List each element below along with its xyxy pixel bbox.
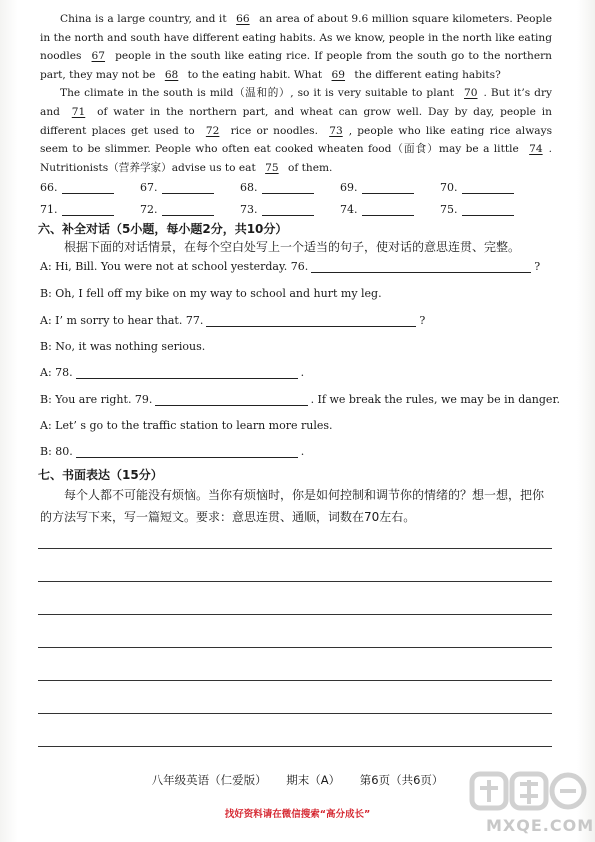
blank-row-1 bbox=[40, 172, 560, 194]
blank-marker-74[interactable]: 74 bbox=[529, 143, 543, 156]
answer-78-line[interactable] bbox=[76, 367, 298, 379]
footer-exam: 期末（A） bbox=[286, 773, 341, 787]
passage-paragraph-1 bbox=[40, 10, 552, 84]
blank-74[interactable]: 74. bbox=[340, 203, 440, 216]
footer-page-number: 第6页（共6页） bbox=[359, 773, 444, 787]
answer-77-line[interactable] bbox=[206, 315, 416, 327]
writing-line-6[interactable] bbox=[38, 713, 552, 714]
answer-line[interactable] bbox=[362, 205, 414, 216]
section-7-title: 七、书面表达（15分） bbox=[38, 468, 163, 482]
writing-line-2[interactable] bbox=[38, 581, 552, 582]
blank-marker-71[interactable]: 71 bbox=[71, 105, 86, 118]
answer-80-line[interactable] bbox=[76, 446, 298, 458]
passage-text: . Nutritionists（营养学家）advise us to eat bbox=[40, 143, 552, 174]
answer-line[interactable] bbox=[262, 205, 314, 216]
blank-marker-73[interactable]: 73 bbox=[329, 124, 343, 137]
blank-67[interactable]: 67. bbox=[140, 181, 240, 194]
watermark-text: MXQE.COM bbox=[486, 816, 595, 835]
writing-line-1[interactable] bbox=[38, 548, 552, 549]
answer-line[interactable] bbox=[162, 183, 214, 194]
dialog-line-76: A: Hi, Bill. You were not at school yesterday. 76. ? bbox=[40, 260, 541, 273]
blank-68[interactable]: 68. bbox=[240, 181, 340, 194]
dialog-line-b1: B: Oh, I fell off my bike on my way to school and hurt my leg. bbox=[40, 287, 382, 300]
blank-marker-68[interactable]: 68 bbox=[164, 68, 179, 81]
passage-text: , people who like eating rice always seem to be slimmer. People who often eat cooked wheaten food（面食）may be a little bbox=[40, 124, 553, 156]
answer-blank-grid bbox=[40, 172, 560, 216]
passage-text: China is a large country, and it bbox=[60, 13, 231, 25]
answer-79-line[interactable] bbox=[155, 394, 307, 406]
passage-text: people in the south like eating rice. If people from the south go to the northern part, they may not be bbox=[40, 50, 552, 81]
writing-line-3[interactable] bbox=[38, 614, 552, 615]
watermark-logo-icon bbox=[468, 768, 588, 816]
passage-text: the different eating habits? bbox=[351, 68, 501, 81]
passage-text: to the eating habit. What bbox=[184, 68, 326, 81]
answer-line[interactable] bbox=[62, 205, 114, 216]
blank-marker-67[interactable]: 67 bbox=[91, 50, 106, 63]
dialog-line-a4: A: Let’ s go to the traffic station to learn more rules. bbox=[40, 419, 333, 432]
cloze-passage bbox=[40, 10, 552, 177]
promo-text: 找好资料请在微信搜索“高分成长” bbox=[224, 809, 371, 820]
dialog-line-78: A: 78. . bbox=[40, 366, 305, 379]
writing-line-7[interactable] bbox=[38, 746, 552, 747]
writing-line-4[interactable] bbox=[38, 647, 552, 648]
answer-76-line[interactable] bbox=[311, 261, 531, 273]
passage-text: of them. bbox=[284, 161, 333, 174]
answer-line[interactable] bbox=[62, 183, 114, 194]
passage-text: of water in the northern part, and wheat can grow well. Day by day, people in different places get used to bbox=[40, 105, 552, 137]
blank-71[interactable]: 71. bbox=[40, 203, 140, 216]
passage-paragraph-2 bbox=[40, 84, 552, 177]
blank-66[interactable]: 66. bbox=[40, 181, 140, 194]
blank-72[interactable]: 72. bbox=[140, 203, 240, 216]
blank-marker-75[interactable]: 75 bbox=[265, 161, 279, 174]
answer-line[interactable] bbox=[262, 183, 314, 194]
dialog-line-b2: B: No, it was nothing serious. bbox=[40, 340, 206, 353]
blank-75[interactable]: 75. bbox=[440, 203, 540, 216]
blank-73[interactable]: 73. bbox=[240, 203, 340, 216]
blank-marker-70[interactable]: 70 bbox=[464, 87, 478, 100]
passage-text: rice or noodles. bbox=[225, 124, 324, 137]
answer-line[interactable] bbox=[362, 183, 414, 194]
answer-line[interactable] bbox=[462, 183, 514, 194]
blank-70[interactable]: 70. bbox=[440, 181, 540, 194]
dialog-line-77: A: I’ m sorry to hear that. 77. ? bbox=[40, 314, 426, 327]
passage-text: . But it’s dry and bbox=[40, 87, 552, 118]
writing-line-5[interactable] bbox=[38, 680, 552, 681]
answer-line[interactable] bbox=[162, 205, 214, 216]
blank-row-2 bbox=[40, 194, 560, 216]
section-7-instruction: 每个人都不可能没有烦恼。当你有烦恼时，你是如何控制和调节你的情绪的？想一想，把你的方法写下来，写一篇短文。要求：意思连贯、通顺，词数在70左右。 bbox=[40, 488, 545, 524]
dialog-line-79: B: You are right. 79. . If we break the rules, we may be in danger. bbox=[40, 393, 560, 406]
blank-marker-72[interactable]: 72 bbox=[205, 124, 220, 137]
blank-marker-66[interactable]: 66 bbox=[236, 13, 250, 25]
blank-marker-69[interactable]: 69 bbox=[331, 68, 346, 81]
footer-subject: 八年级英语（仁爱版） bbox=[151, 773, 267, 787]
passage-text: an area of about 9.6 million square kilometers. People in the north and south have different eating habits. As we know, people in the north like eating noodles bbox=[40, 13, 552, 63]
section-6-title: 六、补全对话（5小题，每小题2分，共10分） bbox=[38, 222, 288, 236]
dialog-line-80: B: 80. . bbox=[40, 445, 305, 458]
section-6-instruction: 根据下面的对话情景，在每个空白处写上一个适当的句子，使对话的意思连贯、完整。 bbox=[64, 240, 521, 254]
passage-text: The climate in the south is mild（温和的）, so it is very suitable to plant bbox=[60, 87, 458, 100]
blank-69[interactable]: 69. bbox=[340, 181, 440, 194]
answer-line[interactable] bbox=[462, 205, 514, 216]
